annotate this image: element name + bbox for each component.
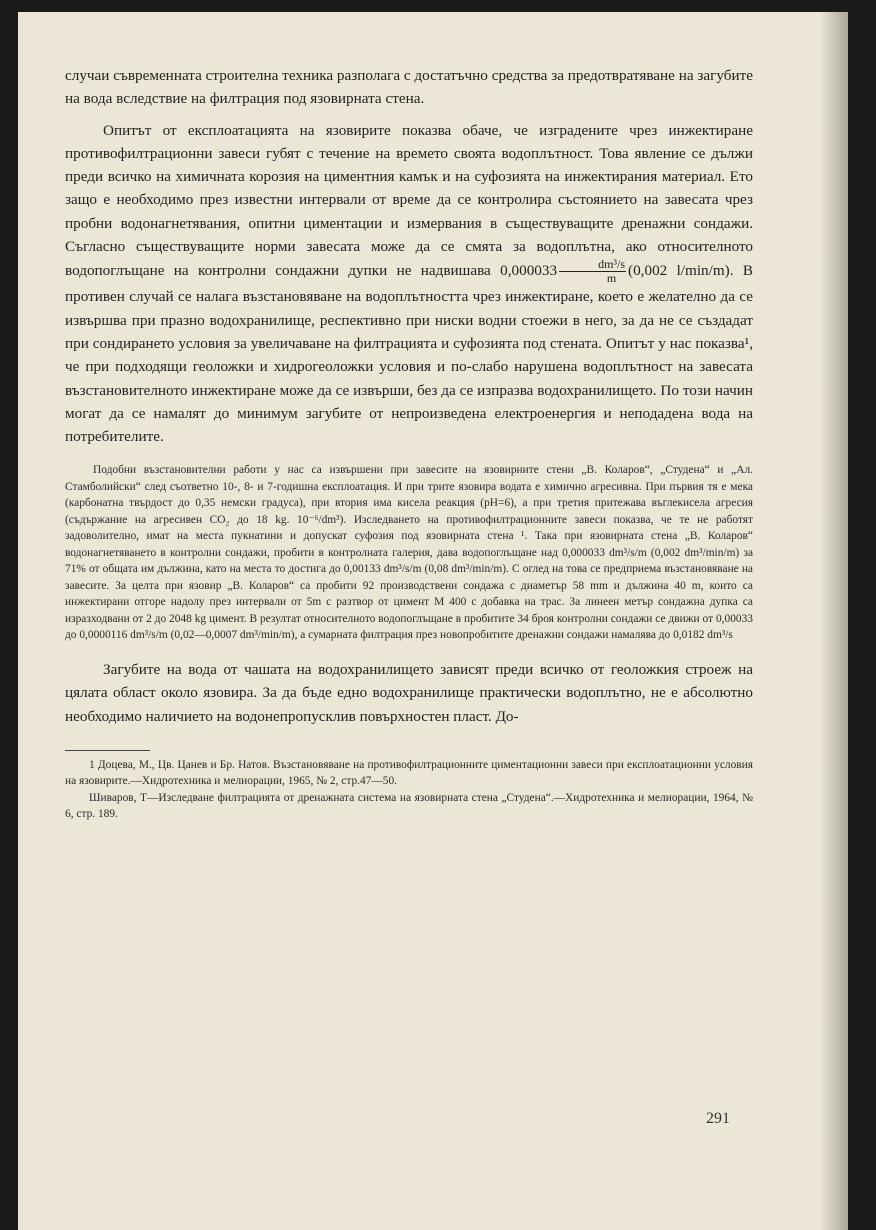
page-text [65,64,753,823]
fraction-numerator: dm³/s [559,258,626,272]
paragraph-2 [65,119,753,449]
book-page [18,12,848,1230]
page-number: 291 [706,1110,730,1127]
paragraph-3: Загубите на вода от чашата на водохранилището зависят преди всичко от геоложкия строеж на цялата област около язовира. За да бъде едно водохранилище практически водоплътно, не е абсолютно необходимо наличието на водонепропусклив повърхностен пласт. До- [65,660,753,725]
paragraph-2-part-a: Опитът от експлоатацията на язовирите показва обаче, че изградените чрез инжектиране противофилтрационни завеси губят с течение на времето своята водоплътност. Това явление се дължи преди всичко на химичната корозия на циментния камък и на суфозията на инжектирания материал. Ето защо е необходимо през известни интервали от време да се контролира състоянието на завесата чрез пробни водонагнетявания, опитни циментации и измервания в съществуващите дренажни сондажи. Съгласно съществуващите норми завесата може да се смята за водоплътна, ако относителното водопоглъщане на контролни сондажни дупки не надвишава 0,000033 [65,121,753,280]
fraction [559,258,626,285]
footnote-2: Шиваров, Т—Изследване филтрацията от дренажната система на язовирната стена „Студена“.—Хидротехника и мелиорации, 1964, № 6, стр. 189. [65,791,753,821]
paragraph-1: случаи съвременната строителна техника разполага с достатъчно средства за предотвратяване на загубите на вода вследствие на филтрация под язовирната стена. [65,67,753,108]
small-print-note: Подобни възстановителни работи у нас са извършени при завесите на язовирните стени „В. Коларов“, „Студена“ и „Ал. Стамболийски“ след съответно 10-, 8- и 7-годишна експлоатация. И при трите язовира водата е химично агресивна. При първия тя е мека (карбонатна твърдост до 0,35 немски градуса), при втория има кисела реакция (pH=6), а при третия притежава въглекисела агресия (съдържание на агресивен CO₂ до 18 kg. 10⁻⁶/dm³). Изследването на противофилтрационните завеси показва, че те не работят задоволително, имат на места пукнатини и допускат суфозия под язовирната стена ¹. Така при язовирната стена „В. Коларов“ водонагнетяването в контролни сондажи, пробити в контролната галерия, дава водопоглъщане над 0,000033 dm³/s/m (0,002 dm³/min/m) за 71% от общата им дължина, като на места то достига до 0,00133 dm³/s/m (0,08 dm³/min/m). С оглед на това се предприема възстановяване на завесите. За целта при язовир „В. Коларов“ са пробити 92 производствени сондажа с диаметър 58 mm и дължина 40 m, които са инжектирани отгоре надолу през интервали от 5m с разтвор от цимент М 400 с добавка на трас. За линеен метър сондажна дупка са изразходвани от 2 до 2048 kg цимент. В резултат относителното водопоглъщане в пробитите 34 броя контролни сондажи се движи от 0,00033 до 0,0000116 dm³/s/m (0,02—0,0007 dm³/min/m), а сумарната филтрация през новопробитите дренажни сондажи намалява до 0,0182 dm³/s [65,464,753,642]
footnote-divider [65,750,150,751]
page-gutter-shadow [820,12,848,1230]
footnote-1: 1 Доцева, М., Цв. Цанев и Бр. Натов. Възстановяване на противофилтрационните циментационни завеси при експлоатационни условия на язовирите.—Хидротехника и мелиорации, 1965, № 2, стр.47—50. [65,758,753,788]
paragraph-2-part-b: (0,002 l/min/m). В противен случай се налага възстановяване на водоплътността чрез инжектиране, което е желателно да се извършва при празно водохранилище, респективно при ниски водни стоежи в него, за да не се създадат при сондирането условия за увеличаване на филтрацията и суфозията под стената. Опитът у нас показва¹, че при подходящи геоложки и хидрогеоложки условия и по-слабо нарушена водоплътност на завесата възстановителното инжектиране може да се извърши, без да се изпразва водохранилището. По този начин могат да се намалят до минимум загубите от непроизведена електроенергия и неподадена вода на потребителите. [65,262,753,446]
fraction-denominator: m [606,271,617,286]
